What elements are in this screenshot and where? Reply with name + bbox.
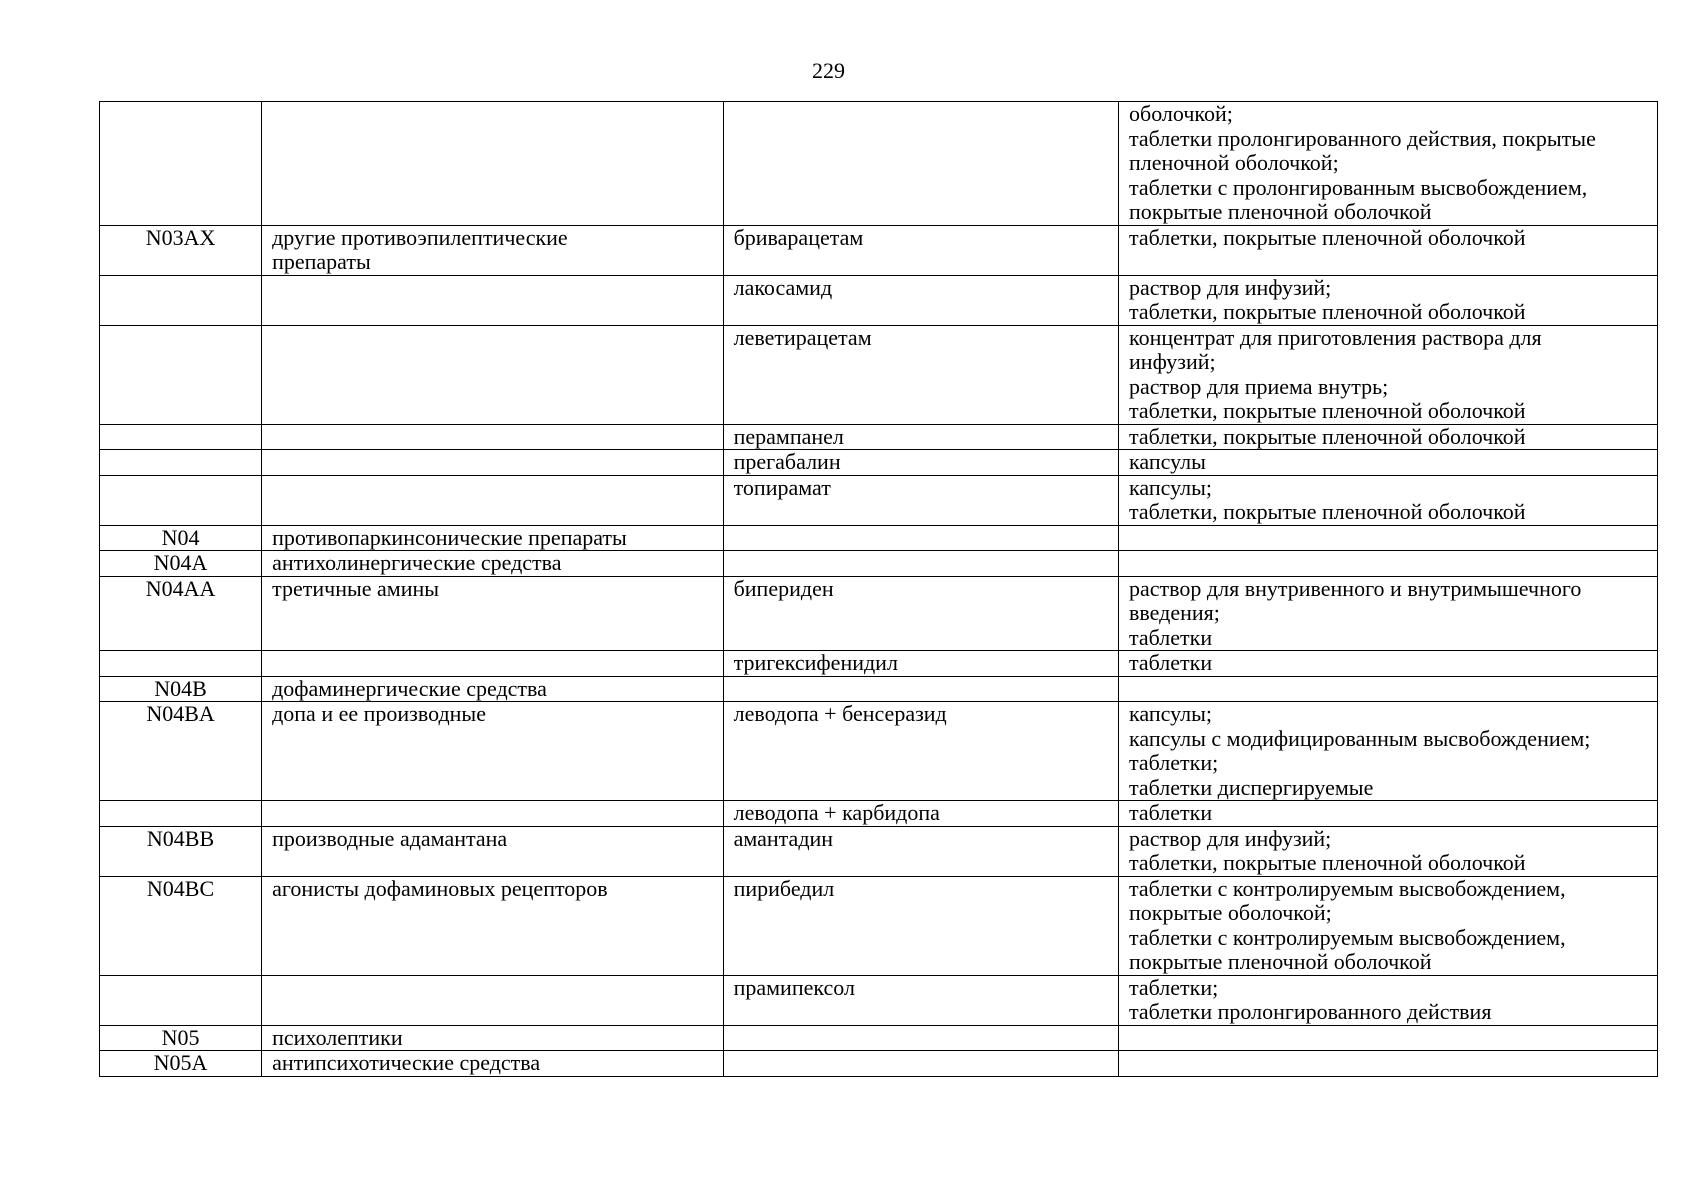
atc-code-cell: N03AX — [100, 225, 262, 275]
atc-code-cell — [100, 424, 262, 450]
atc-group-cell — [262, 450, 724, 476]
atc-group-cell: дофаминергические средства — [262, 676, 724, 702]
table-row — [100, 1025, 1658, 1051]
table-row — [100, 702, 1658, 801]
atc-group-cell: антихолинергические средства — [262, 551, 724, 577]
dosage-form-cell — [1119, 1025, 1658, 1051]
dosage-form-cell: раствор для внутривенного и внутримышечного введения; таблетки — [1119, 576, 1658, 651]
atc-group-cell: агонисты дофаминовых рецепторов — [262, 876, 724, 975]
dosage-form-cell — [1119, 525, 1658, 551]
dosage-form-cell: таблетки, покрытые пленочной оболочкой — [1119, 225, 1658, 275]
table-row — [100, 876, 1658, 975]
table-row — [100, 676, 1658, 702]
drug-name-cell: пирибедил — [723, 876, 1118, 975]
atc-code-cell — [100, 651, 262, 677]
dosage-form-cell: таблетки — [1119, 801, 1658, 827]
drug-name-cell: тригексифенидил — [723, 651, 1118, 677]
drug-name-cell: лакосамид — [723, 275, 1118, 325]
atc-group-cell: психолептики — [262, 1025, 724, 1051]
dosage-form-cell: таблетки, покрытые пленочной оболочкой — [1119, 424, 1658, 450]
dosage-form-cell — [1119, 1051, 1658, 1077]
dosage-form-cell: таблетки; таблетки пролонгированного действия — [1119, 975, 1658, 1025]
table-row — [100, 975, 1658, 1025]
table-row — [100, 325, 1658, 424]
dosage-form-cell: капсулы; таблетки, покрытые пленочной оболочкой — [1119, 475, 1658, 525]
table-row — [100, 475, 1658, 525]
atc-code-cell: N04B — [100, 676, 262, 702]
atc-group-cell: антипсихотические средства — [262, 1051, 724, 1077]
table-row — [100, 424, 1658, 450]
drug-name-cell: топирамат — [723, 475, 1118, 525]
atc-group-cell — [262, 975, 724, 1025]
table-row — [100, 102, 1658, 226]
dosage-form-cell: таблетки — [1119, 651, 1658, 677]
drug-name-cell: прамипексол — [723, 975, 1118, 1025]
atc-code-cell: N04AA — [100, 576, 262, 651]
atc-code-cell: N04BA — [100, 702, 262, 801]
drug-name-cell: бипериден — [723, 576, 1118, 651]
atc-code-cell — [100, 275, 262, 325]
table-row — [100, 651, 1658, 677]
dosage-form-cell: оболочкой; таблетки пролонгированного действия, покрытые пленочной оболочкой; таблетки с пролонгированным высвобождением, покрытые пленочной оболочкой — [1119, 102, 1658, 226]
table-row — [100, 801, 1658, 827]
atc-code-cell: N05A — [100, 1051, 262, 1077]
drug-name-cell — [723, 102, 1118, 226]
table-row — [100, 225, 1658, 275]
dosage-form-cell: капсулы — [1119, 450, 1658, 476]
table-row — [100, 275, 1658, 325]
table-row — [100, 826, 1658, 876]
drug-name-cell: прегабалин — [723, 450, 1118, 476]
atc-group-cell: допа и ее производные — [262, 702, 724, 801]
atc-code-cell — [100, 801, 262, 827]
dosage-form-cell: раствор для инфузий; таблетки, покрытые пленочной оболочкой — [1119, 826, 1658, 876]
dosage-form-cell — [1119, 551, 1658, 577]
atc-group-cell — [262, 275, 724, 325]
drug-name-cell: перампанел — [723, 424, 1118, 450]
atc-group-cell — [262, 424, 724, 450]
drug-name-cell — [723, 525, 1118, 551]
dosage-form-cell: концентрат для приготовления раствора для инфузий; раствор для приема внутрь; таблетки, покрытые пленочной оболочкой — [1119, 325, 1658, 424]
drug-name-cell: леветирацетам — [723, 325, 1118, 424]
atc-group-cell — [262, 801, 724, 827]
table-row — [100, 576, 1658, 651]
table-row — [100, 525, 1658, 551]
atc-group-cell — [262, 325, 724, 424]
atc-code-cell — [100, 102, 262, 226]
atc-code-cell: N04 — [100, 525, 262, 551]
drug-name-cell: леводопа + карбидопа — [723, 801, 1118, 827]
atc-group-cell: производные адамантана — [262, 826, 724, 876]
drug-name-cell — [723, 551, 1118, 577]
table-row — [100, 551, 1658, 577]
atc-code-cell: N04BB — [100, 826, 262, 876]
drug-name-cell: амантадин — [723, 826, 1118, 876]
drug-name-cell: леводопа + бенсеразид — [723, 702, 1118, 801]
page-number: 229 — [812, 58, 845, 83]
drug-name-cell — [723, 676, 1118, 702]
atc-code-cell: N04BC — [100, 876, 262, 975]
dosage-form-cell: таблетки с контролируемым высвобождением, покрытые оболочкой; таблетки с контролируемым высвобождением, покрытые пленочной оболочкой — [1119, 876, 1658, 975]
atc-code-cell — [100, 450, 262, 476]
drug-name-cell — [723, 1025, 1118, 1051]
drug-table — [99, 101, 1658, 1077]
table-row — [100, 1051, 1658, 1077]
atc-code-cell: N05 — [100, 1025, 262, 1051]
drug-name-cell: бриварацетам — [723, 225, 1118, 275]
atc-code-cell — [100, 975, 262, 1025]
atc-group-cell: противопаркинсонические препараты — [262, 525, 724, 551]
atc-group-cell: другие противоэпилептические препараты — [262, 225, 724, 275]
atc-code-cell — [100, 325, 262, 424]
atc-group-cell — [262, 651, 724, 677]
atc-group-cell — [262, 102, 724, 226]
atc-group-cell — [262, 475, 724, 525]
table-row — [100, 450, 1658, 476]
drug-name-cell — [723, 1051, 1118, 1077]
atc-code-cell — [100, 475, 262, 525]
dosage-form-cell: капсулы; капсулы с модифицированным высвобождением; таблетки; таблетки диспергируемые — [1119, 702, 1658, 801]
atc-code-cell: N04A — [100, 551, 262, 577]
dosage-form-cell: раствор для инфузий; таблетки, покрытые пленочной оболочкой — [1119, 275, 1658, 325]
atc-group-cell: третичные амины — [262, 576, 724, 651]
dosage-form-cell — [1119, 676, 1658, 702]
